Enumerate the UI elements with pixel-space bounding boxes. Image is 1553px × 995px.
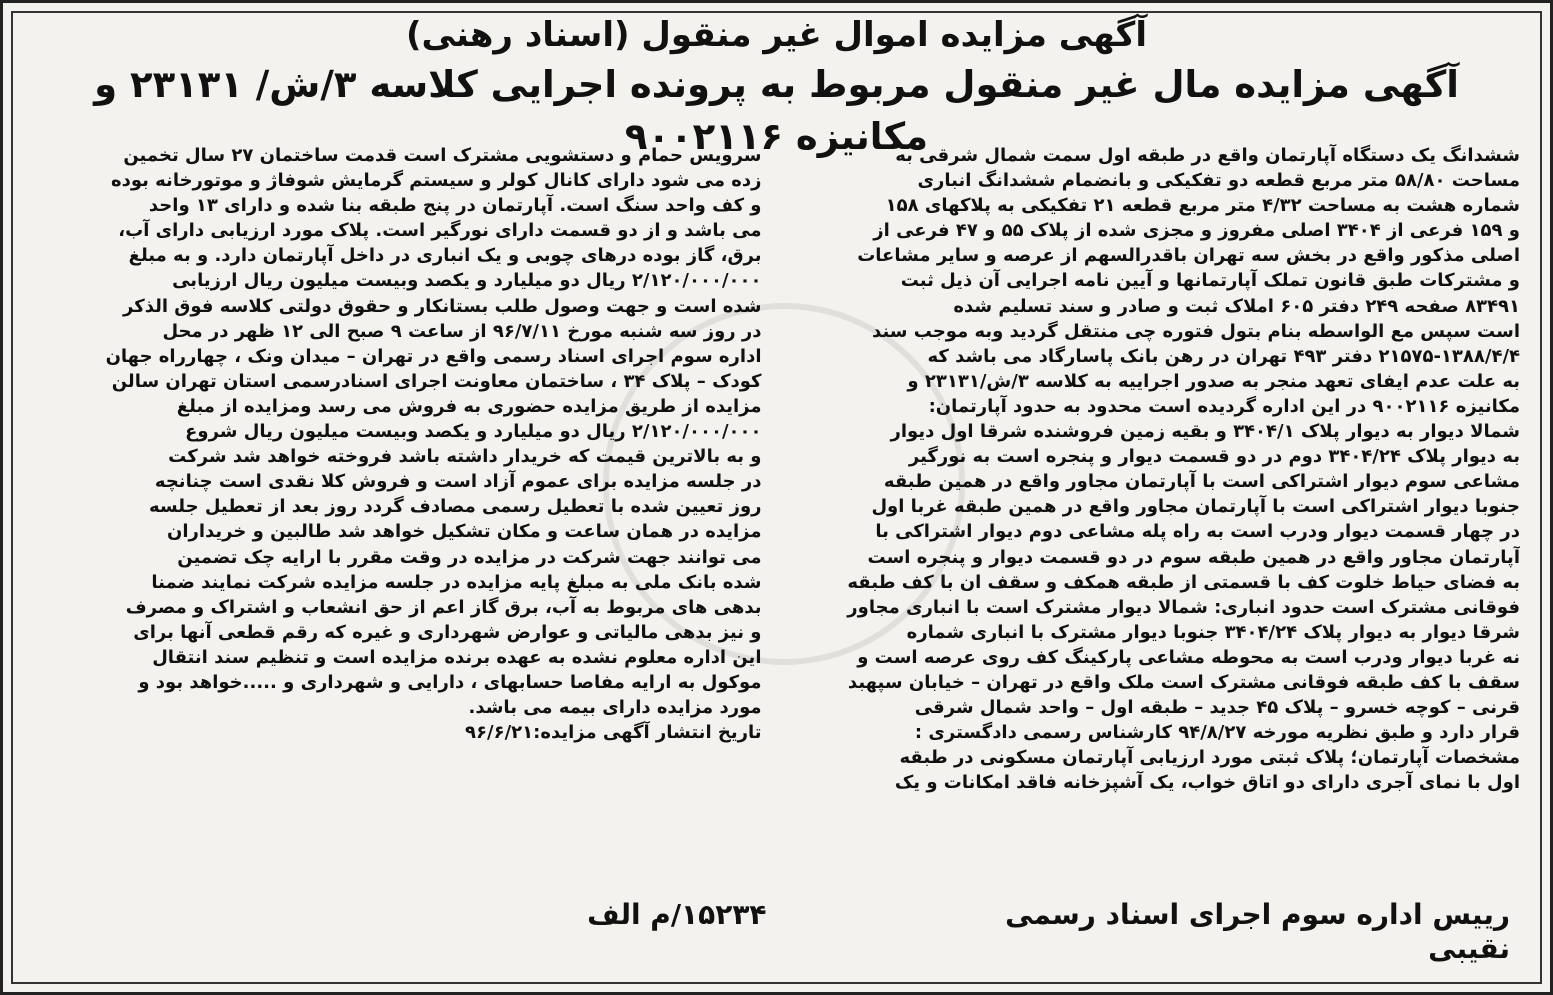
text-line: ۲/۱۲۰/۰۰۰/۰۰۰ ریال دو میلیارد و یکصد وبیست میلیون ریال ارزیابی [172, 270, 762, 292]
text-line: تاریخ انتشار آگهی مزایده:۹۶/۶/۲۱ [465, 722, 762, 744]
text-line: روز تعیین شده با تعطیل رسمی مصادف گردد روز بعد از تعطیل جلسه [149, 496, 762, 518]
text-line: مزایده در همان ساعت و مکان تشکیل خواهد شد طالبین و خریداران [166, 521, 762, 543]
text-line: شمالا دیوار به دیوار پلاک ۳۴۰۴/۱ و بقیه زمین فروشنده شرقا اول دیوار [890, 421, 1520, 443]
text-line: و کف واحد سنگ است. آپارتمان در پنج طبقه بنا شده و دارای ۱۳ واحد [148, 195, 762, 217]
text-line: مزایده از طریق مزایده حضوری به فروش می رسد ومزایده از مبلغ [176, 395, 762, 417]
signature-block [787, 898, 1511, 966]
text-line: و مشترکات طبق قانون تملک آپارتمانها و آیین نامه اجرایی آن ذیل ثبت [900, 270, 1520, 292]
text-line: قرنی – کوچه خسرو – پلاک ۴۵ جدید – طبقه اول – واحد شمال شرقی [914, 697, 1520, 719]
text-line: مشخصات آپارتمان؛ پلاک ثبتی مورد ارزیابی آپارتمان مسکونی در طبقه [899, 747, 1520, 769]
signer-name: نقیبی [1428, 932, 1510, 965]
text-line: ۲/۱۲۰/۰۰۰/۰۰۰ ریال دو میلیارد و یکصد وبیست میلیون ریال شروع [185, 421, 762, 443]
text-line: زده می شود دارای کانال کولر و سیستم گرمایش شوفاژ و موتورخانه بوده [110, 170, 762, 192]
text-line: مورد مزایده دارای بیمه می باشد. [468, 697, 762, 719]
page-subtitle: آگهی مزایده مال غیر منقول مربوط به پرونده اجرایی کلاسه ۳/ش/ ۲۳۱۳۱ و مکانیزه ۹۰۰۲۱۱۶ [94, 63, 1459, 158]
text-line: جنوبا دیوار اشتراکی است با آپارتمان مجاور واقع در همین طبقه غربا اول [871, 496, 1520, 518]
text-line: می توانند جهت شرکت در مزایده در وقت مقرر با ارایه چک تضمین [177, 546, 762, 568]
text-line: است سپس مع الواسطه بنام بتول فتوره چی منتقل گردید وبه موجب سند [872, 320, 1520, 342]
text-line: بدهی های مربوط به آب، برق گاز اعم از حق انشعاب و اشتراک و مصرف [125, 596, 762, 618]
reference-number: ۱۵۲۳۴/م الف [587, 898, 767, 931]
text-line: اصلی مذکور واقع در بخش سه تهران باقدرالسهم از عرصه و سایر مشاعات [857, 245, 1520, 267]
text-line: قرار دارد و طبق نظریه مورخه ۹۴/۸/۲۷ کارشناس رسمی دادگستری : [914, 722, 1520, 744]
text-line: و نیز بدهی مالیاتی و عوارض شهرداری و غیره که رقم قطعی آنها برای [133, 621, 762, 643]
text-line: به دیوار پلاک ۳۴۰۴/۲۴ دوم در دو قسمت دیوار و پنجره است به نورگیر [908, 446, 1520, 468]
signer-title: رییس اداره سوم اجرای اسناد رسمی [1005, 898, 1510, 931]
text-line: نه غربا دیوار ودرب است به محوطه مشاعی پارکینگ کف روی عرصه است و [857, 646, 1520, 668]
text-line: شده بانک ملی به مبلغ پایه مزایده در جلسه مزایده شرکت نمایند ضمنا [151, 571, 762, 593]
text-line: و به بالاترین قیمت که خریدار داشته باشد فروخته خواهد شد شرکت [168, 446, 762, 468]
text-line: اداره سوم اجرای اسناد رسمی واقع در تهران – میدان ونک ، چهارراه جهان [105, 345, 762, 367]
text-line: به علت عدم ایفای تعهد منجر به صدور اجراییه به کلاسه ۳/ش/۲۳۱۳۱ و [907, 370, 1520, 392]
text-line: در چهار قسمت دیوار ودرب است به راه پله مشاعی دوم دیوار اشتراکی با [875, 521, 1520, 543]
text-line: ششدانگ یک دستگاه آپارتمان واقع در طبقه اول سمت شمال شرقی به [895, 145, 1520, 166]
text-line: فوقانی مشترک است حدود انباری: شمالا دیوار مشترک است با انباری مجاور [847, 596, 1520, 618]
page-title: آگهی مزایده اموال غیر منقول (اسناد رهنی) [406, 15, 1147, 55]
text-line: آپارتمان مجاور واقع در همین طبقه سوم در دو قسمت دیوار و پنجره است [867, 546, 1520, 568]
left-column [33, 143, 762, 913]
text-line: ۲۱۵۷۵-۱۳۸۸/۴/۴ دفتر ۴۹۳ تهران در رهن بانک پاسارگاد می باشد که [927, 345, 1520, 367]
text-line: اول با نمای آجری دارای دو اتاق خواب، یک آشپزخانه فاقد امکانات و یک [894, 772, 1520, 794]
text-line: و ۱۵۹ فرعی از ۳۴۰۴ اصلی مفروز و مجزی شده از پلاک ۵۵ و ۴۷ فرعی از [873, 220, 1520, 242]
text-line: مساحت ۵۸/۸۰ متر مربع قطعه دو تفکیکی و بانضمام ششدانگ انباری [917, 170, 1520, 192]
text-line: شده است و جهت وصول طلب بستانکار و حقوق دولتی کلاسه فوق الذکر [123, 295, 762, 317]
text-line: این اداره معلوم نشده به عهده برنده مزایده است و تنظیم سند انتقال [152, 646, 762, 668]
text-line: در روز سه شنبه مورخ ۹۶/۷/۱۱ از ساعت ۹ صبح الی ۱۲ ظهر در محل [162, 320, 762, 342]
text-line: مشاعی سوم دیوار اشتراکی است با آپارتمان مجاور واقع در همین طبقه [883, 471, 1520, 493]
text-line: شماره هشت به مساحت ۴/۳۲ متر مربع قطعه ۲۱ تفکیکی به پلاکهای ۱۵۸ [885, 195, 1520, 217]
text-line: می باشد و از دو قسمت دارای نورگیر است. پلاک مورد ارزیابی دارای آب، [118, 220, 762, 242]
text-line: سرویس حمام و دستشویی مشترک است قدمت ساختمان ۲۷ سال تخمین [123, 145, 762, 166]
header [23, 11, 1530, 163]
text-line: موکول به ارایه مفاصا حسابهای ، دارایی و شهرداری و .....خواهد بود و [138, 671, 762, 693]
text-line: مکانیزه ۹۰۰۲۱۱۶ در این اداره گردیده است محدود به حدود آپارتمان: [928, 395, 1520, 417]
body-columns [33, 143, 1520, 913]
text-line: ۸۳۴۹۱ صفحه ۲۴۹ دفتر ۶۰۵ املاک ثبت و صادر و سند تسلیم شده [953, 295, 1520, 317]
text-line: کودک – پلاک ۳۴ ، ساختمان معاونت اجرای اسنادرسمی استان تهران سالن [111, 370, 762, 392]
text-line: شرقا دیوار به دیوار پلاک ۳۴۰۴/۲۴ جنوبا دیوار مشترک با انباری شماره [906, 621, 1520, 643]
text-line: در جلسه مزایده برای عموم آزاد است و فروش کلا نقدی است چنانچه [154, 471, 762, 493]
text-line: به فضای حیاط خلوت کف با قسمتی از طبقه همکف و سقف ان با کف طبقه [847, 571, 1520, 593]
right-column [792, 143, 1521, 913]
text-line: سقف با کف طبقه فوقانی مشترک است ملک واقع در تهران – خیابان سپهبد [847, 671, 1520, 693]
text-line: برق، گاز بوده درهای چوبی و یک انباری در داخل آپارتمان دارد. و به مبلغ [128, 245, 762, 267]
footer [43, 898, 1510, 966]
